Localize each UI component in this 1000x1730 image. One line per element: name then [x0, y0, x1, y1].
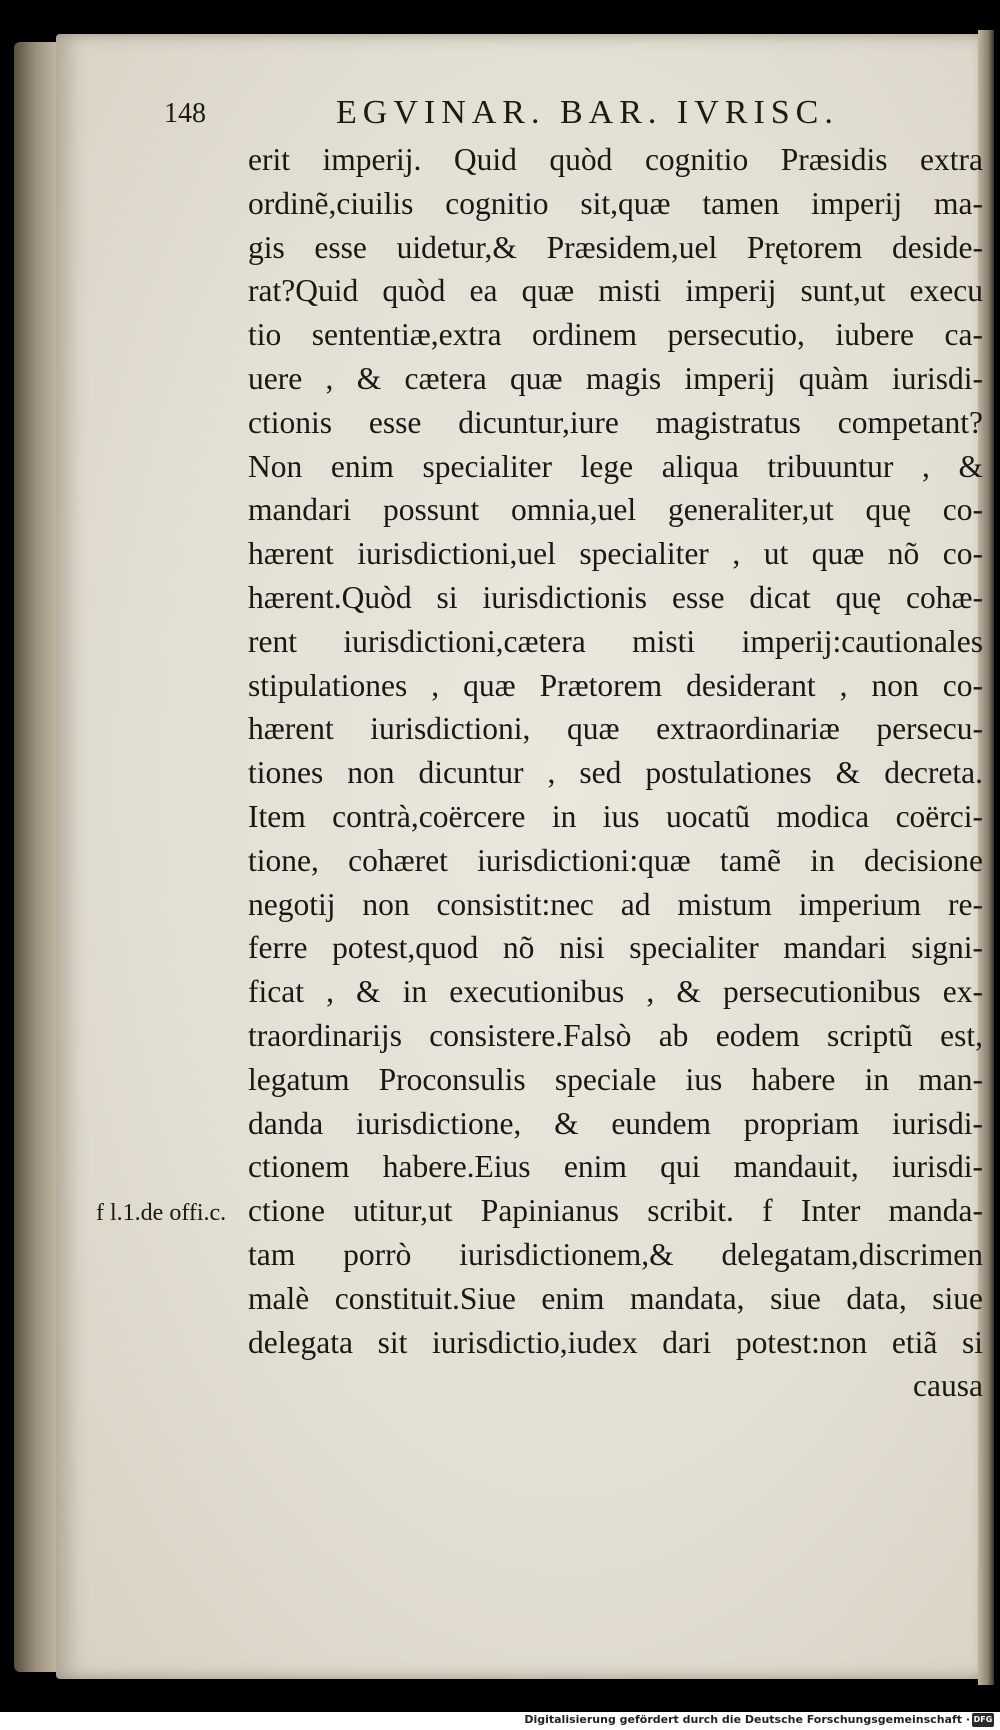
page-number: 148: [164, 98, 206, 129]
text-line: malè constituit.Siue enim mandata, siue data, siue: [248, 1280, 983, 1316]
text-line: ficat , & in executionibus , & persecutionibus ex-: [248, 974, 983, 1010]
text-line: gis esse uidetur,& Præsidem,uel Prętorem deside-: [248, 229, 983, 265]
catchword: causa: [913, 1368, 983, 1404]
page-edge-left: [14, 42, 62, 1672]
text-line: traordinarijs consistere.Falsò ab eodem scriptũ est,: [248, 1017, 983, 1053]
text-line: Item contrà,coërcere in ius uocatũ modica coërci-: [248, 798, 983, 834]
text-line: delegata sit iurisdictio,iudex dari potest:non etiã si: [248, 1324, 983, 1360]
text-line: ctionis esse dicuntur,iure magistratus competant?: [248, 404, 983, 440]
marginal-note: f l.1.de offi.c.: [96, 1200, 227, 1226]
text-line: negotij non consistit:nec ad mistum imperium re-: [248, 886, 983, 922]
digitization-credit: Digitalisierung gefördert durch die Deutsche Forschungsgemeinschaft ·: [524, 1713, 970, 1726]
text-line: ctione utitur,ut Papinianus scribit. f Inter manda-: [248, 1193, 983, 1229]
text-line: hærent iurisdictioni, quæ extraordinariæ persecu-: [248, 711, 983, 747]
text-line: hærent.Quòd si iurisdictionis esse dicat quę cohæ-: [248, 579, 983, 615]
text-line: rat?Quid quòd ea quæ misti imperij sunt,ut execu: [248, 273, 983, 309]
text-line: tiones non dicuntur , sed postulationes & decreta.: [248, 755, 983, 791]
text-line: hærent iurisdictioni,uel specialiter , ut quæ nõ co-: [248, 536, 983, 572]
text-line: tam porrò iurisdictionem,& delegatam,discrimen: [248, 1236, 983, 1272]
text-line: mandari possunt omnia,uel generaliter,ut quę co-: [248, 492, 983, 528]
text-line: Non enim specialiter lege aliqua tribuuntur , &: [248, 448, 983, 484]
running-head: EGVINAR. BAR. IVRISC.: [336, 94, 839, 131]
body-text: [248, 138, 983, 1408]
dfg-logo-icon: DFG: [972, 1713, 994, 1727]
text-line: rent iurisdictioni,cætera misti imperij:cautionales: [248, 623, 983, 659]
text-line: tio sententiæ,extra ordinem persecutio, iubere ca-: [248, 317, 983, 353]
text-line: erit imperij. Quid quòd cognitio Præsidis extra: [248, 142, 983, 177]
text-line: ctionem habere.Eius enim qui mandauit, iurisdi-: [248, 1149, 983, 1185]
text-line: stipulationes , quæ Prætorem desiderant , non co-: [248, 667, 983, 703]
text-line: tione, cohæret iurisdictioni:quæ tamẽ in decisione: [248, 842, 983, 878]
text-line: legatum Proconsulis speciale ius habere in man-: [248, 1061, 983, 1097]
text-line: danda iurisdictione, & eundem propriam iurisdi-: [248, 1105, 983, 1141]
text-line: ordinẽ,ciuilis cognitio sit,quæ tamen imperij ma-: [248, 185, 983, 221]
text-line: uere , & cætera quæ magis imperij quàm iurisdi-: [248, 360, 983, 396]
text-line: ferre potest,quod nõ nisi specialiter mandari signi-: [248, 930, 983, 966]
